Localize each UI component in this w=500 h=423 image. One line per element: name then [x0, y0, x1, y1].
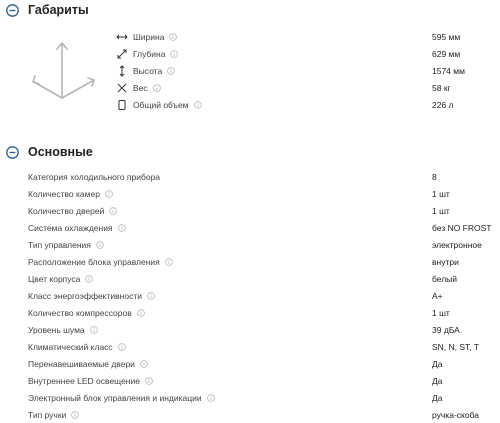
- spec-value: Да: [432, 393, 443, 403]
- dimension-row: [116, 64, 175, 78]
- spec-value: внутри: [432, 257, 459, 267]
- spec-row: [28, 391, 500, 405]
- info-icon[interactable]: [109, 207, 117, 215]
- spec-value: 39 дБА: [432, 325, 460, 335]
- info-icon[interactable]: [167, 67, 175, 75]
- dimension-value: 226 л: [432, 100, 454, 110]
- info-icon[interactable]: [137, 309, 145, 317]
- info-icon[interactable]: [165, 258, 173, 266]
- spec-label: Количество дверей: [28, 206, 105, 216]
- info-icon[interactable]: [105, 190, 113, 198]
- spec-value: электронное: [432, 240, 482, 250]
- dimension-label: Общий объем: [133, 100, 189, 110]
- info-icon[interactable]: [90, 326, 98, 334]
- dimension-label: Высота: [133, 66, 163, 76]
- info-icon[interactable]: [118, 224, 126, 232]
- spec-label: Тип управления: [28, 240, 91, 250]
- spec-row: [28, 255, 500, 269]
- height-arrows-icon: [116, 65, 128, 77]
- spec-value: Да: [432, 359, 443, 369]
- dimension-row: [116, 81, 161, 95]
- dimension-value: 1574 мм: [432, 66, 465, 76]
- spec-value: A+: [432, 291, 443, 301]
- section-title: Габариты: [28, 3, 89, 17]
- spec-value: 8: [432, 172, 437, 182]
- info-icon[interactable]: [169, 33, 177, 41]
- spec-label: Уровень шума: [28, 325, 85, 335]
- spec-row: [28, 340, 500, 354]
- spec-label: Перенавешиваемые двери: [28, 359, 135, 369]
- width-arrows-icon: [116, 31, 128, 43]
- spec-row: [28, 187, 500, 201]
- section-header-basic[interactable]: [6, 144, 93, 160]
- spec-value: SN, N, ST, T: [432, 342, 480, 352]
- spec-row: [28, 204, 500, 218]
- info-icon[interactable]: [140, 360, 148, 368]
- spec-label: Климатический класс: [28, 342, 113, 352]
- spec-row: [28, 238, 500, 252]
- info-icon[interactable]: [147, 292, 155, 300]
- spec-row: [28, 357, 500, 371]
- info-icon[interactable]: [194, 101, 202, 109]
- info-icon[interactable]: [118, 343, 126, 351]
- info-icon[interactable]: [153, 84, 161, 92]
- dimension-value: 629 мм: [432, 49, 461, 59]
- dimension-label: Глубина: [133, 49, 166, 59]
- spec-row: [28, 306, 500, 320]
- spec-label: Расположение блока управления: [28, 257, 160, 267]
- dimension-value: 58 кг: [432, 83, 451, 93]
- info-icon[interactable]: [207, 394, 215, 402]
- spec-value: 1 шт: [432, 189, 450, 199]
- collapse-minus-icon[interactable]: [6, 4, 19, 17]
- info-icon[interactable]: [96, 241, 104, 249]
- spec-row: [28, 170, 500, 184]
- spec-row: [28, 289, 500, 303]
- info-icon[interactable]: [145, 377, 153, 385]
- info-icon[interactable]: [71, 411, 79, 419]
- dimension-label: Ширина: [133, 32, 165, 42]
- spec-value: белый: [432, 274, 458, 284]
- dimension-row: [116, 30, 177, 44]
- spec-row: [28, 408, 500, 422]
- spec-row: [28, 221, 500, 235]
- weight-cross-icon: [116, 82, 128, 94]
- spec-value: ручка-скоба: [432, 410, 479, 420]
- spec-value: Да: [432, 376, 443, 386]
- spec-value: 1 шт: [432, 308, 450, 318]
- depth-arrows-icon: [116, 48, 128, 60]
- spec-label: Класс энергоэффективности: [28, 291, 142, 301]
- section-header-dimensions[interactable]: [6, 2, 89, 18]
- spec-value: без NO FROST: [432, 223, 492, 233]
- dimension-row: [116, 47, 178, 61]
- info-icon[interactable]: [170, 50, 178, 58]
- volume-box-icon: [116, 99, 128, 111]
- spec-row: [28, 272, 500, 286]
- dimension-label: Вес: [133, 83, 148, 93]
- spec-label: Количество компрессоров: [28, 308, 132, 318]
- collapse-minus-icon[interactable]: [6, 146, 19, 159]
- spec-label: Система охлаждения: [28, 223, 113, 233]
- spec-label: Количество камер: [28, 189, 100, 199]
- spec-value: 1 шт: [432, 206, 450, 216]
- section-title: Основные: [28, 145, 93, 159]
- spec-label: Тип ручки: [28, 410, 67, 420]
- dimensions-axes-illustration: [30, 38, 100, 104]
- dimension-row: [116, 98, 202, 112]
- spec-row: [28, 323, 500, 337]
- spec-label: Электронный блок управления и индикации: [28, 393, 202, 403]
- spec-label: Внутреннее LED освещение: [28, 376, 140, 386]
- spec-row: [28, 374, 500, 388]
- spec-label: Категория холодильного прибора: [28, 172, 161, 182]
- spec-label: Цвет корпуса: [28, 274, 81, 284]
- info-icon[interactable]: [85, 275, 93, 283]
- dimension-value: 595 мм: [432, 32, 461, 42]
